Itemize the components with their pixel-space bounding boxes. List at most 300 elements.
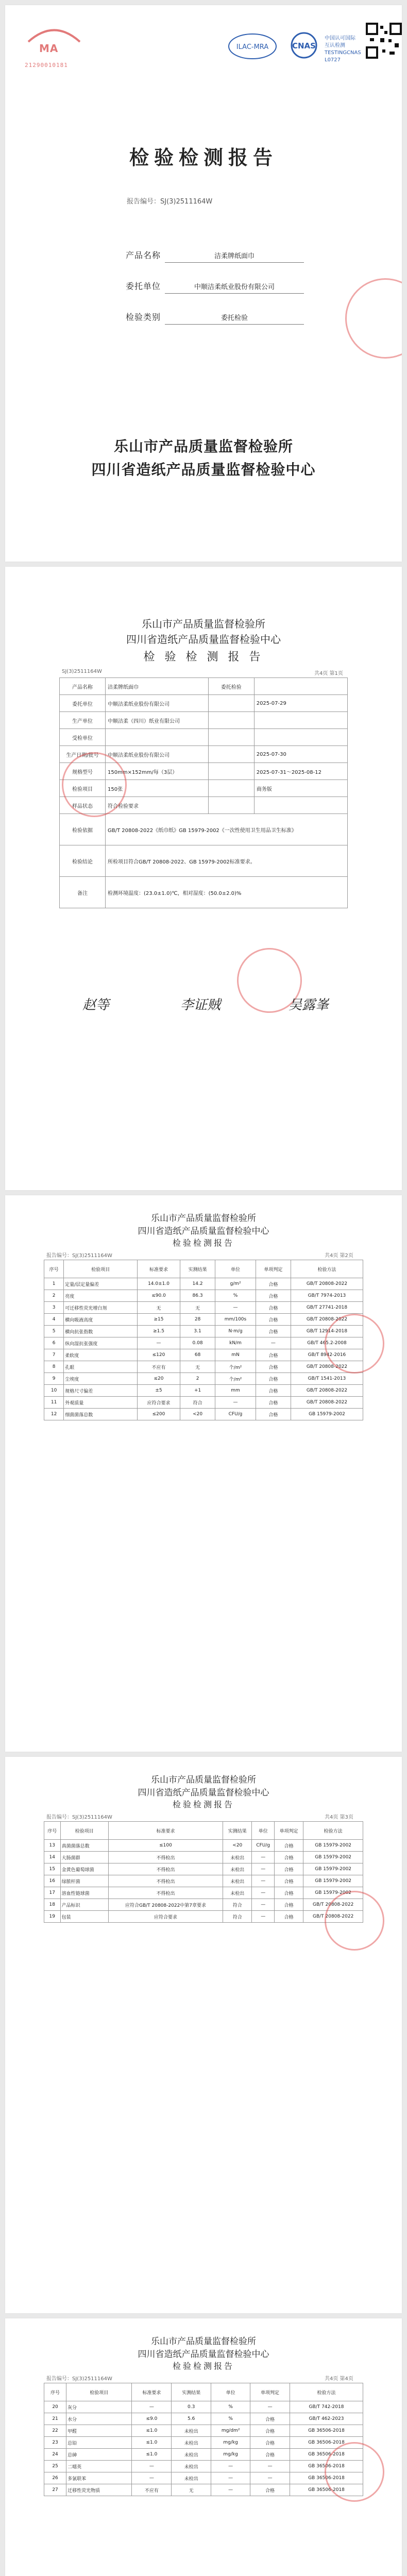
column-header: 标准要求 — [132, 2383, 172, 2401]
table-cell: GB 15979-2002 — [303, 1875, 363, 1887]
signature-approver: 赵等 — [82, 997, 110, 1013]
table-cell: — — [211, 2484, 250, 2496]
table-cell: 无 — [180, 1361, 215, 1373]
table-cell: 应符合要求 — [138, 1397, 180, 1409]
table-row — [44, 1302, 363, 1314]
table-cell: 5.6 — [172, 2413, 211, 2425]
table-cell: 多氯联苯 — [66, 2472, 132, 2484]
cover-institute-2: 四川省造纸产品质量监督检验中心 — [91, 461, 316, 478]
table-cell: 2 — [180, 1373, 215, 1385]
table-cell: 未检出 — [172, 2461, 211, 2472]
ma-number: 21290010181 — [25, 62, 68, 69]
ilac-text: ILAC-MRA — [236, 43, 269, 51]
table-cell: 13 — [44, 1840, 61, 1852]
table-cell: 合格 — [256, 1278, 291, 1290]
summary-label: 检验结论 — [60, 845, 106, 877]
summary-value: 中顺洁柔纸业股份有限公司 — [106, 695, 209, 712]
table-cell: 合格 — [275, 1899, 303, 1911]
column-header: 序号 — [44, 1822, 61, 1840]
report-cover — [5, 5, 402, 562]
table-cell: 14 — [44, 1852, 61, 1863]
table-cell: ≥1.5 — [138, 1326, 180, 1337]
table-cell: GB/T 27741-2018 — [291, 1302, 363, 1314]
table-cell: 合格 — [256, 1326, 291, 1337]
column-header: 单位 — [211, 2383, 250, 2401]
table-cell: GB 36506-2018 — [290, 2484, 363, 2496]
table-cell: 二噁英 — [66, 2461, 132, 2472]
table-cell: GB 15979-2002 — [303, 1863, 363, 1875]
summary-row — [60, 712, 348, 729]
summary-label-2 — [208, 695, 254, 712]
table-cell: 12 — [44, 1409, 64, 1420]
table-row — [44, 1852, 363, 1863]
table-cell: — — [252, 1852, 275, 1863]
table-cell: GB/T 1541-2013 — [291, 1373, 363, 1385]
table-cell: GB/T 20808-2022 — [303, 1899, 363, 1911]
table-cell: 不得检出 — [108, 1887, 223, 1899]
table-cell: N·m/g — [215, 1326, 256, 1337]
table-cell: 产品标识 — [60, 1899, 108, 1911]
summary-label: 检验项目 — [60, 780, 106, 797]
summary-value: 中顺洁柔纸业股份有限公司 — [106, 746, 209, 763]
results-table-page3 — [44, 1821, 363, 1923]
summary-label-2: 委托检验 — [208, 678, 254, 695]
summary-row — [60, 877, 348, 908]
table-cell: 26 — [44, 2472, 66, 2484]
table-cell: 孔眼 — [64, 1361, 138, 1373]
table-cell: 细菌菌落总数 — [64, 1409, 138, 1420]
table-cell: ≤120 — [138, 1349, 180, 1361]
table-cell: % — [211, 2401, 250, 2413]
qr-code-icon[interactable] — [366, 23, 402, 59]
results-table-page4 — [44, 2383, 363, 2496]
column-header: 单位 — [215, 1260, 256, 1278]
page1-title: 检 验 检 测 报 告 — [143, 651, 264, 664]
table-cell: ≤90.0 — [138, 1290, 180, 1302]
table-cell: 18 — [44, 1899, 61, 1911]
column-header: 检验方法 — [303, 1822, 363, 1840]
table-cell: — — [211, 2472, 250, 2484]
table-cell: 10 — [44, 1385, 64, 1397]
table-row — [44, 1373, 363, 1385]
page2-institute-1: 乐山市产品质量监督检验所 — [151, 1213, 256, 1224]
table-cell: 包装 — [60, 1911, 108, 1923]
table-cell: g/m² — [215, 1278, 256, 1290]
signature-reviewer: 李证贼 — [180, 997, 221, 1013]
page1-report-number: SJ(3)2511164W — [62, 669, 102, 674]
table-cell: GB 15979-2002 — [303, 1852, 363, 1863]
product-name-value: 洁柔牌纸面巾 — [165, 250, 304, 263]
table-cell: 24 — [44, 2449, 66, 2461]
summary-value — [106, 729, 209, 746]
table-cell: 合格 — [256, 1409, 291, 1420]
table-cell: % — [215, 1290, 256, 1302]
table-cell: 15 — [44, 1863, 61, 1875]
table-row — [44, 1326, 363, 1337]
table-cell: GB/T 20808-2022 — [291, 1385, 363, 1397]
page3-page-tag: 共4页 第3页 — [325, 1815, 353, 1820]
table-cell: 合格 — [275, 1875, 303, 1887]
table-row — [44, 2472, 363, 2484]
table-row — [44, 1361, 363, 1373]
table-cell: 合格 — [256, 1361, 291, 1373]
page4-seal-icon — [325, 2442, 384, 2502]
table-cell: 尘埃度 — [64, 1373, 138, 1385]
summary-value: 150张 — [106, 780, 209, 797]
table-cell: GB/T 20808-2022 — [291, 1397, 363, 1409]
summary-label-2 — [208, 780, 254, 797]
table-cell: 16 — [44, 1875, 61, 1887]
table-cell: — — [138, 1337, 180, 1349]
table-cell: GB 36506-2018 — [290, 2437, 363, 2449]
table-cell: 9 — [44, 1373, 64, 1385]
summary-label: 检验依据 — [60, 814, 106, 845]
table-cell: — — [215, 1397, 256, 1409]
table-cell: 规格尺寸偏差 — [64, 1385, 138, 1397]
summary-label-2 — [208, 729, 254, 746]
table-row — [44, 1385, 363, 1397]
table-row — [44, 1314, 363, 1326]
table-cell: mN — [215, 1349, 256, 1361]
table-cell: 未检出 — [223, 1875, 252, 1887]
test-type-label: 检验类别 — [125, 312, 161, 322]
client-value: 中顺洁柔纸业股份有限公司 — [165, 281, 304, 294]
table-cell: % — [211, 2413, 250, 2425]
table-cell: 横向吸液高度 — [64, 1314, 138, 1326]
table-cell: 合格 — [256, 1385, 291, 1397]
table-cell: ≤1.0 — [132, 2449, 172, 2461]
page2-page-tag: 共4页 第2页 — [325, 1253, 353, 1259]
summary-value-2: 2025-07-30 — [254, 746, 347, 763]
table-cell: 0.3 — [172, 2401, 211, 2413]
table-row — [44, 1863, 363, 1875]
cover-title: 检验检测报告 — [129, 146, 278, 169]
page3-report-number: 报告编号：SJ(3)2511164W — [46, 1815, 112, 1820]
table-cell: 合格 — [250, 2425, 290, 2437]
summary-row — [60, 695, 348, 712]
summary-value: 检测环境温度：(23.0±1.0)℃，相对湿度：(50.0±2.0)% — [106, 877, 348, 908]
table-cell: 25 — [44, 2461, 66, 2472]
summary-label-2 — [208, 763, 254, 780]
table-cell: ±5 — [138, 1385, 180, 1397]
table-cell: 合格 — [256, 1397, 291, 1409]
table-cell: 合格 — [275, 1911, 303, 1923]
column-header: 序号 — [44, 2383, 66, 2401]
table-cell: 个/m² — [215, 1373, 256, 1385]
summary-label-2 — [208, 797, 254, 814]
table-cell: 柔软度 — [64, 1349, 138, 1361]
table-cell: 11 — [44, 1397, 64, 1409]
table-cell: 可迁移性荧光增白剂 — [64, 1302, 138, 1314]
table-row — [44, 1397, 363, 1409]
table-row — [44, 2461, 363, 2472]
table-cell: — — [252, 1887, 275, 1899]
table-cell: 86.3 — [180, 1290, 215, 1302]
column-header: 单位 — [252, 1822, 275, 1840]
table-cell: GB/T 465.2-2008 — [291, 1337, 363, 1349]
table-cell: kN/m — [215, 1337, 256, 1349]
table-row — [44, 1337, 363, 1349]
table-cell: 合格 — [275, 1840, 303, 1852]
table-cell: mm — [215, 1385, 256, 1397]
column-header: 标准要求 — [138, 1260, 180, 1278]
page2-title: 检验检测报告 — [172, 1238, 234, 1248]
table-cell: GB/T 20808-2022 — [291, 1278, 363, 1290]
table-cell: 合格 — [250, 2449, 290, 2461]
table-cell: 真菌菌落总数 — [60, 1840, 108, 1852]
table-cell: 17 — [44, 1887, 61, 1899]
table-cell: 金黄色葡萄球菌 — [60, 1863, 108, 1875]
table-cell: 水分 — [66, 2413, 132, 2425]
table-cell: 无 — [180, 1302, 215, 1314]
summary-row — [60, 678, 348, 695]
table-cell: 7 — [44, 1349, 64, 1361]
table-cell: 合格 — [250, 2413, 290, 2425]
table-cell: — — [215, 1302, 256, 1314]
client-label: 委托单位 — [125, 281, 161, 291]
table-cell: GB/T 12914-2018 — [291, 1326, 363, 1337]
page4-title: 检验检测报告 — [172, 2361, 234, 2371]
cnas-logo-icon — [283, 31, 325, 62]
table-cell: 无 — [138, 1302, 180, 1314]
report-page-4 — [5, 2318, 402, 2576]
summary-value-2 — [254, 712, 347, 729]
table-cell: 23 — [44, 2437, 66, 2449]
table-cell: 合格 — [275, 1852, 303, 1863]
summary-value-2 — [254, 678, 347, 695]
table-cell: 未检出 — [223, 1852, 252, 1863]
table-cell: 不得检出 — [108, 1863, 223, 1875]
summary-value-2 — [254, 729, 347, 746]
table-row — [44, 2413, 363, 2425]
table-cell: 14.0±1.0 — [138, 1278, 180, 1290]
table-cell: mg/dm² — [211, 2425, 250, 2437]
table-cell: 未检出 — [223, 1863, 252, 1875]
cnas-text: CNAS — [292, 41, 316, 50]
summary-label: 生产日期/批号 — [60, 746, 106, 763]
table-cell: 68 — [180, 1349, 215, 1361]
table-cell: 27 — [44, 2484, 66, 2496]
table-cell: 不得检出 — [108, 1875, 223, 1887]
table-cell: CFU/g — [215, 1409, 256, 1420]
column-header: 序号 — [44, 1260, 64, 1278]
table-cell: 未检出 — [172, 2425, 211, 2437]
table-cell: — — [132, 2472, 172, 2484]
page3-institute-2: 四川省造纸产品质量监督检验中心 — [138, 1788, 269, 1798]
column-header: 单项判定 — [250, 2383, 290, 2401]
table-cell: GB 15979-2002 — [303, 1887, 363, 1899]
table-cell: mg/kg — [211, 2449, 250, 2461]
report-page-3 — [5, 1757, 402, 2313]
summary-row — [60, 729, 348, 746]
column-header: 实测结果 — [180, 1260, 215, 1278]
cover-report-number: 报告编号：SJ(3)2511164W — [127, 198, 213, 206]
table-cell: GB 36506-2018 — [290, 2461, 363, 2472]
table-cell: GB 15979-2002 — [291, 1409, 363, 1420]
table-cell: 3 — [44, 1302, 64, 1314]
table-cell: — — [211, 2461, 250, 2472]
table-cell: 绿脓杆菌 — [60, 1875, 108, 1887]
column-header: 检验项目 — [60, 1822, 108, 1840]
official-seal-icon — [345, 278, 402, 359]
column-header: 检验项目 — [66, 2383, 132, 2401]
table-row — [44, 1875, 363, 1887]
table-cell: ≤9.0 — [132, 2413, 172, 2425]
table-cell: — — [252, 1863, 275, 1875]
summary-value-2: 2025-07-29 — [254, 695, 347, 712]
table-cell: 14.2 — [180, 1278, 215, 1290]
results-table-page2 — [44, 1260, 363, 1420]
summary-label: 规格型号 — [60, 763, 106, 780]
table-cell: — — [256, 1337, 291, 1349]
table-cell: 定量/层定量偏差 — [64, 1278, 138, 1290]
table-cell: 合格 — [256, 1373, 291, 1385]
column-header: 单项判定 — [275, 1822, 303, 1840]
table-cell: 符合 — [223, 1911, 252, 1923]
table-cell: 应符合要求 — [108, 1911, 223, 1923]
page2-institute-2: 四川省造纸产品质量监督检验中心 — [138, 1226, 269, 1236]
page3-title: 检验检测报告 — [172, 1800, 234, 1809]
table-cell: 个/m² — [215, 1361, 256, 1373]
table-cell: 8 — [44, 1361, 64, 1373]
table-cell: 未检出 — [172, 2437, 211, 2449]
table-cell: — — [250, 2401, 290, 2413]
table-cell: ≥15 — [138, 1314, 180, 1326]
table-cell: 28 — [180, 1314, 215, 1326]
signature-tester: 吴露峯 — [289, 997, 329, 1013]
cnas-cert-text: 中国认可国际互认检测TESTINGCNAS L0727 — [325, 36, 361, 63]
table-cell: — — [132, 2401, 172, 2413]
table-row — [44, 1349, 363, 1361]
column-header: 检验方法 — [290, 2383, 363, 2401]
summary-value: 符合检验要求 — [106, 797, 209, 814]
table-cell: ≤200 — [138, 1409, 180, 1420]
column-header: 单项判定 — [256, 1260, 291, 1278]
table-cell: 大肠菌群 — [60, 1852, 108, 1863]
summary-label: 生产单位 — [60, 712, 106, 729]
page3-institute-1: 乐山市产品质量监督检验所 — [151, 1775, 256, 1785]
table-cell: GB/T 8942-2016 — [291, 1349, 363, 1361]
table-cell: GB 36506-2018 — [290, 2425, 363, 2437]
summary-label: 备注 — [60, 877, 106, 908]
table-row — [44, 2401, 363, 2413]
summary-value: GB/T 20808-2022《纸巾纸》GB 15979-2002《一次性使用卫生用品卫生标准》 — [106, 814, 348, 845]
table-cell: GB/T 20808-2022 — [291, 1314, 363, 1326]
page1-page-tag: 共4页 第1页 — [314, 671, 343, 676]
table-cell: 符合 — [180, 1397, 215, 1409]
table-cell: 符合 — [223, 1899, 252, 1911]
table-cell: 亮度 — [64, 1290, 138, 1302]
table-cell: mg/kg — [211, 2437, 250, 2449]
summary-value-2: 2025-07-31～2025-08-12 — [254, 763, 347, 780]
table-cell: 20 — [44, 2401, 66, 2413]
page2-report-number: 报告编号：SJ(3)2511164W — [46, 1253, 112, 1259]
table-cell: GB/T 20808-2022 — [303, 1911, 363, 1923]
summary-label-2 — [208, 712, 254, 729]
table-cell: 3.1 — [180, 1326, 215, 1337]
table-cell: 未检出 — [172, 2449, 211, 2461]
summary-label: 样品状态 — [60, 797, 106, 814]
table-cell: 0.08 — [180, 1337, 215, 1349]
page2-seal-icon — [325, 1314, 384, 1374]
table-cell: 1 — [44, 1278, 64, 1290]
summary-value-2: 商务版 — [254, 780, 347, 797]
column-header: 实测结果 — [172, 2383, 211, 2401]
table-row — [44, 1887, 363, 1899]
summary-label-2 — [208, 746, 254, 763]
table-cell: 不得检出 — [108, 1852, 223, 1863]
table-cell: 4 — [44, 1314, 64, 1326]
table-row — [44, 1911, 363, 1923]
table-cell: ≤20 — [138, 1373, 180, 1385]
table-cell: 不应有 — [138, 1361, 180, 1373]
summary-row — [60, 814, 348, 845]
table-cell: ≤1.0 — [132, 2425, 172, 2437]
page4-institute-1: 乐山市产品质量监督检验所 — [151, 2336, 256, 2347]
page3-seal-icon — [325, 1891, 384, 1951]
table-cell: GB/T 742-2018 — [290, 2401, 363, 2413]
table-cell: 灰分 — [66, 2401, 132, 2413]
table-row — [44, 1840, 363, 1852]
table-cell: 合格 — [250, 2484, 290, 2496]
table-row — [44, 2437, 363, 2449]
table-cell: 未检出 — [223, 1887, 252, 1899]
page1-institute-1: 乐山市产品质量监督检验所 — [142, 618, 265, 630]
report-page-2 — [5, 1195, 402, 1752]
table-cell: 22 — [44, 2425, 66, 2437]
table-row — [44, 1899, 363, 1911]
table-cell: GB/T 20808-2022 — [291, 1361, 363, 1373]
table-cell: — — [252, 1875, 275, 1887]
table-cell: — — [252, 1899, 275, 1911]
table-cell: 合格 — [275, 1863, 303, 1875]
page4-report-number: 报告编号：SJ(3)2511164W — [46, 2376, 112, 2382]
table-row — [44, 1290, 363, 1302]
summary-value: 150mm×152mm/每（3层） — [106, 763, 209, 780]
table-row — [44, 2449, 363, 2461]
table-cell: ≤1.0 — [132, 2437, 172, 2449]
ilac-logo-icon — [227, 31, 278, 62]
table-cell: — — [250, 2472, 290, 2484]
table-cell: 2 — [44, 1290, 64, 1302]
page1-institute-2: 四川省造纸产品质量监督检验中心 — [126, 633, 281, 646]
test-type-value: 委托检验 — [165, 312, 304, 325]
column-header: 实测结果 — [223, 1822, 252, 1840]
summary-label: 受检单位 — [60, 729, 106, 746]
table-cell: 横向抗张指数 — [64, 1326, 138, 1337]
table-row — [44, 2484, 363, 2496]
table-cell: 5 — [44, 1326, 64, 1337]
table-cell: 合格 — [250, 2437, 290, 2449]
summary-value: 所检项目符合GB/T 20808-2022、GB 15979-2002标准要求。 — [106, 845, 348, 877]
table-cell: 外观质量 — [64, 1397, 138, 1409]
table-cell: 合格 — [256, 1302, 291, 1314]
table-cell: — — [252, 1911, 275, 1923]
table-cell: 应符合GB/T 20808-2022中第7章要求 — [108, 1899, 223, 1911]
table-cell: +1 — [180, 1385, 215, 1397]
page4-institute-2: 四川省造纸产品质量监督检验中心 — [138, 2349, 269, 2360]
table-cell: — — [132, 2461, 172, 2472]
table-cell: 无 — [172, 2484, 211, 2496]
table-cell: CFU/g — [252, 1840, 275, 1852]
table-cell: GB 36506-2018 — [290, 2449, 363, 2461]
table-cell: 21 — [44, 2413, 66, 2425]
column-header: 标准要求 — [108, 1822, 223, 1840]
table-cell: 合格 — [256, 1349, 291, 1361]
table-cell: 合格 — [275, 1887, 303, 1899]
table-cell: GB 36506-2018 — [290, 2472, 363, 2484]
table-cell: GB/T 462-2023 — [290, 2413, 363, 2425]
